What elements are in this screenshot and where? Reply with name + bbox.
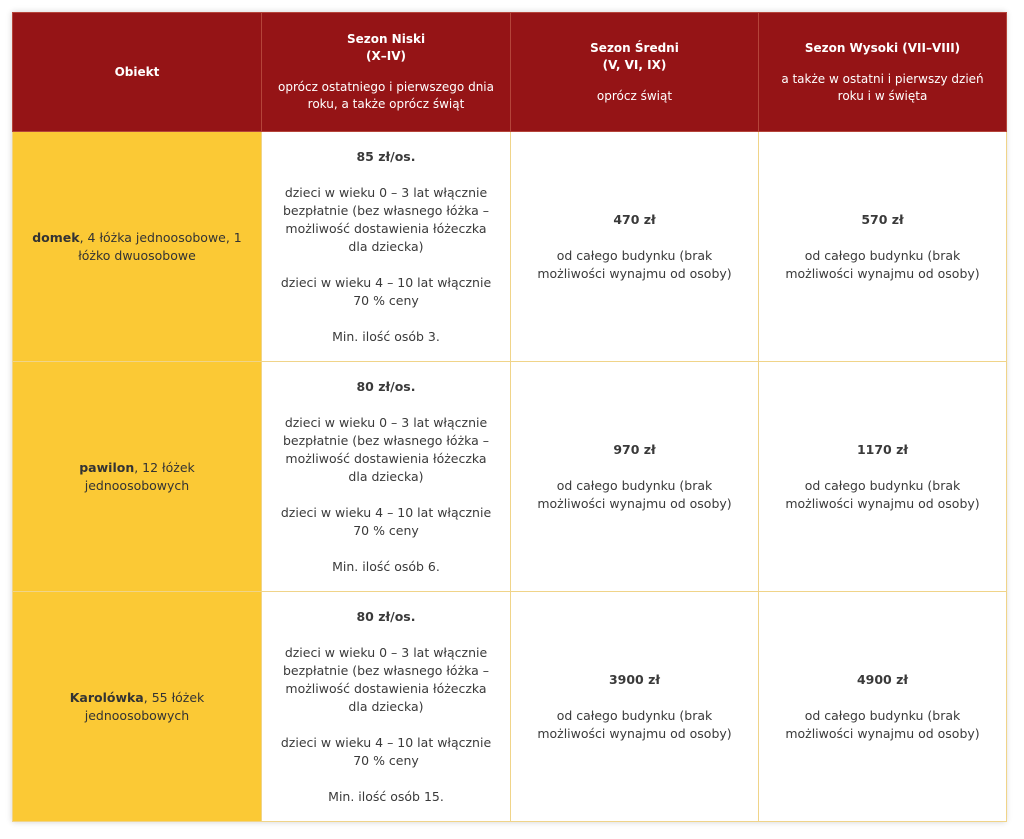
high-price: 4900 zł bbox=[856, 671, 909, 687]
mid-price: 970 zł bbox=[613, 441, 656, 457]
high-season-note: a także w ostatni i pierwszy dzień roku i w święta bbox=[781, 71, 984, 103]
low-season-cell bbox=[262, 362, 511, 592]
mid-note: od całego budynku (brak możliwości wynajmu od osoby) bbox=[537, 707, 732, 741]
min-persons: Min. ilość osób 6. bbox=[332, 558, 440, 574]
mid-season-cell bbox=[511, 592, 759, 822]
object-desc: , 55 łóżek jednoosobowych bbox=[84, 689, 205, 723]
low-price: 80 zł/os. bbox=[356, 378, 416, 394]
header-low-season bbox=[262, 13, 511, 132]
kids-free-note: dzieci w wieku 0 – 3 lat włącznie bezpłatnie (bez własnego łóżka – możliwość dostawienia łóżeczka dla dziecka) bbox=[282, 414, 490, 484]
mid-season-cell bbox=[511, 132, 759, 362]
header-high-season bbox=[759, 13, 1007, 132]
low-season-cell bbox=[262, 132, 511, 362]
object-desc: , 12 łóżek jednoosobowych bbox=[84, 459, 195, 493]
low-price: 85 zł/os. bbox=[356, 148, 416, 164]
header-row bbox=[13, 13, 1007, 132]
mid-season-title: Sezon Średni bbox=[590, 40, 679, 55]
high-season-title: Sezon Wysoki (VII–VIII) bbox=[804, 40, 961, 55]
header-mid-season bbox=[511, 13, 759, 132]
mid-price: 3900 zł bbox=[608, 671, 661, 687]
high-season-cell bbox=[759, 132, 1007, 362]
low-season-note: oprócz ostatniego i pierwszego dnia roku, a także oprócz świąt bbox=[278, 80, 494, 111]
table-row bbox=[13, 592, 1007, 822]
low-season-months: (X–IV) bbox=[366, 49, 406, 63]
object-name: domek bbox=[32, 229, 80, 245]
low-price: 80 zł/os. bbox=[356, 608, 416, 624]
low-season-title: Sezon Niski bbox=[346, 32, 426, 46]
high-note: od całego budynku (brak możliwości wynajmu od osoby) bbox=[785, 477, 980, 511]
mid-note: od całego budynku (brak możliwości wynajmu od osoby) bbox=[537, 247, 732, 281]
table-row bbox=[13, 132, 1007, 362]
mid-price: 470 zł bbox=[613, 211, 656, 227]
pricing-table bbox=[12, 12, 1007, 822]
object-name: pawilon bbox=[79, 459, 135, 475]
kids-free-note: dzieci w wieku 0 – 3 lat włącznie bezpłatnie (bez własnego łóżka – możliwość dostawienia łóżeczka dla dziecka) bbox=[282, 184, 490, 254]
object-cell bbox=[13, 592, 262, 822]
header-object: Obiekt bbox=[13, 13, 262, 132]
object-desc: , 4 łóżka jednoosobowe, 1 łóżko dwuosobowe bbox=[78, 229, 242, 263]
low-season-cell bbox=[262, 592, 511, 822]
kids-discount-note: dzieci w wieku 4 – 10 lat włącznie 70 % ceny bbox=[280, 734, 492, 768]
mid-season-cell bbox=[511, 362, 759, 592]
table-row bbox=[13, 362, 1007, 592]
kids-discount-note: dzieci w wieku 4 – 10 lat włącznie 70 % ceny bbox=[280, 504, 492, 538]
object-cell bbox=[13, 362, 262, 592]
high-season-cell bbox=[759, 592, 1007, 822]
high-season-cell bbox=[759, 362, 1007, 592]
kids-discount-note: dzieci w wieku 4 – 10 lat włącznie 70 % ceny bbox=[280, 274, 492, 308]
kids-free-note: dzieci w wieku 0 – 3 lat włącznie bezpłatnie (bez własnego łóżka – możliwość dostawienia łóżeczka dla dziecka) bbox=[282, 644, 490, 714]
mid-season-months: (V, VI, IX) bbox=[602, 57, 667, 72]
high-price: 1170 zł bbox=[856, 441, 909, 457]
mid-note: od całego budynku (brak możliwości wynajmu od osoby) bbox=[537, 477, 732, 511]
min-persons: Min. ilość osób 3. bbox=[332, 328, 440, 344]
high-price: 570 zł bbox=[861, 211, 904, 227]
high-note: od całego budynku (brak możliwości wynajmu od osoby) bbox=[785, 247, 980, 281]
pricing-table-container bbox=[12, 12, 1006, 822]
object-name: Karolówka bbox=[69, 689, 144, 705]
high-note: od całego budynku (brak możliwości wynajmu od osoby) bbox=[785, 707, 980, 741]
min-persons: Min. ilość osób 15. bbox=[328, 788, 444, 804]
object-cell bbox=[13, 132, 262, 362]
mid-season-note: oprócz świąt bbox=[596, 88, 673, 103]
